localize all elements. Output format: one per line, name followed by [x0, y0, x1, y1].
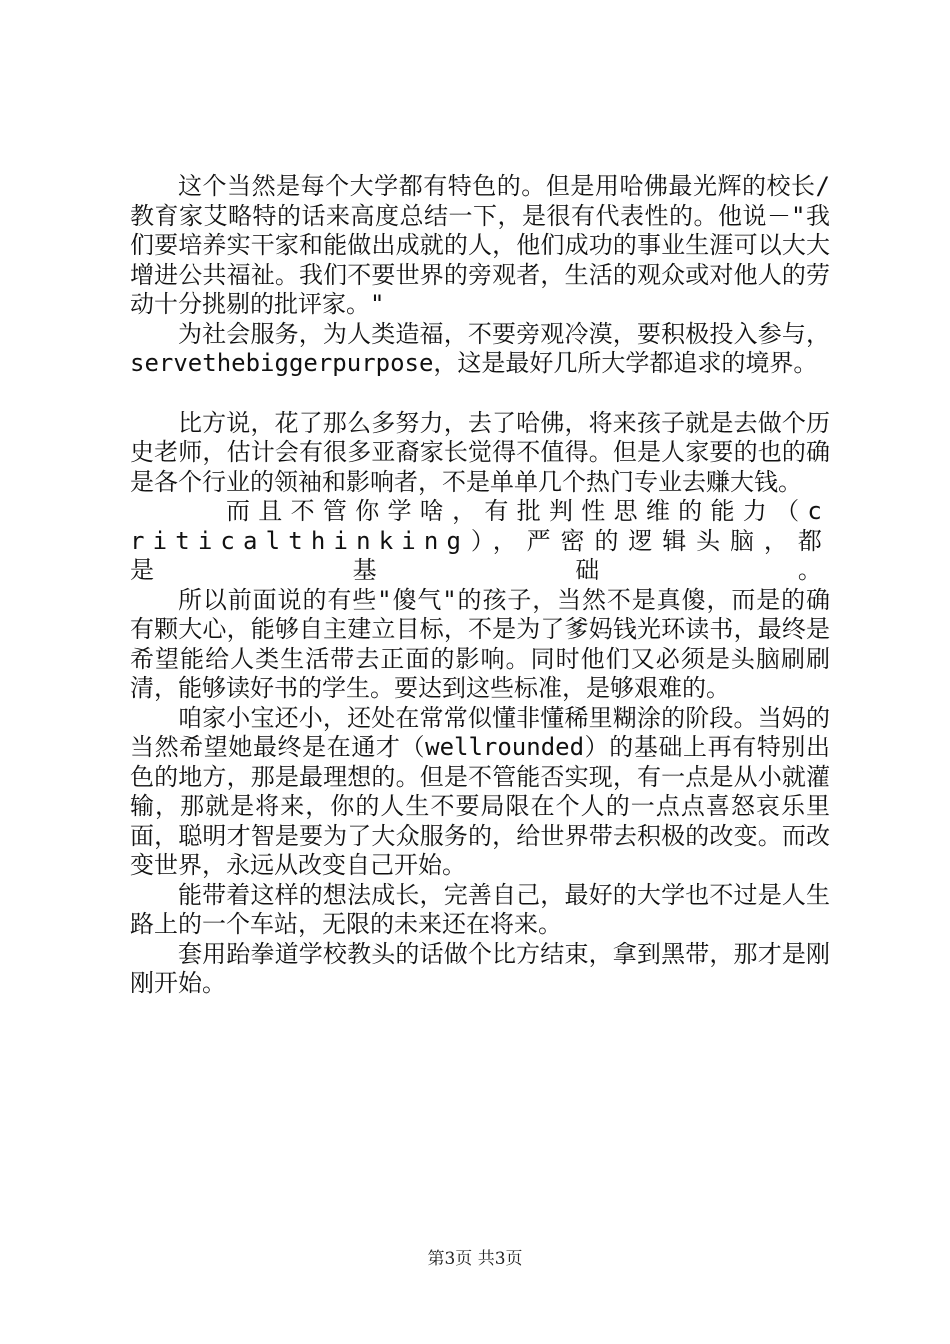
paragraph-critical-thinking: 而且不管你学啥，有批判性思维的能力（criticalthinking），严密的逻辑头脑，都是基础。 — [130, 497, 830, 584]
paragraph-harvard-example: 比方说，花了那么多努力，去了哈佛，将来孩子就是去做个历史老师，估计会有很多亚裔家长觉得不值得。但是人家要的也的确是各个行业的领袖和影响者，不是单单几个热门专业去赚大钱。 — [130, 408, 830, 496]
paragraph-growth: 能带着这样的想法成长，完善自己，最好的大学也不过是人生路上的一个车站，无限的未来还在将来。 — [130, 880, 830, 938]
paragraph-xiaobao: 咱家小宝还小，还处在常常似懂非懂稀里糊涂的阶段。当妈的当然希望她最终是在通才（wellrounded）的基础上再有特别出色的地方，那是最理想的。但是不管能否实现，有一点是从小就灌输，那就是将来，你的人生不要局限在个人的一点点喜怒哀乐里面，聪明才智是要为了大众服务的，给世界带去积极的改变。而改变世界，永远从改变自己开始。 — [130, 703, 830, 879]
page-footer: 第3页 共3页 — [427, 1249, 523, 1269]
paragraph-big-heart: 所以前面说的有些"傻气"的孩子，当然不是真傻，而是的确有颗大心，能够自主建立目标，不是为了爹妈钱光环读书，最终是希望能给人类生活带去正面的影响。同时他们又必须是头脑刷刷清，能够读好书的学生。要达到这些标准，是够艰难的。 — [130, 585, 830, 702]
document-body — [130, 172, 830, 999]
paragraph-eliot-quote: 这个当然是每个大学都有特色的。但是用哈佛最光辉的校长/教育家艾略特的话来高度总结一下，是很有代表性的。他说－"我们要培养实干家和能做出成就的人，他们成功的事业生涯可以大大增进公共福祉。我们不要世界的旁观者，生活的观众或对他人的劳动十分挑剔的批评家。" — [130, 172, 830, 318]
paragraph-black-belt: 套用跆拳道学校教头的话做个比方结束，拿到黑带，那才是刚刚开始。 — [130, 939, 830, 997]
paragraph-serve-society: 为社会服务，为人类造福，不要旁观冷漠，要积极投入参与，servethebiggerpurpose，这是最好几所大学都追求的境界。 — [130, 319, 830, 377]
